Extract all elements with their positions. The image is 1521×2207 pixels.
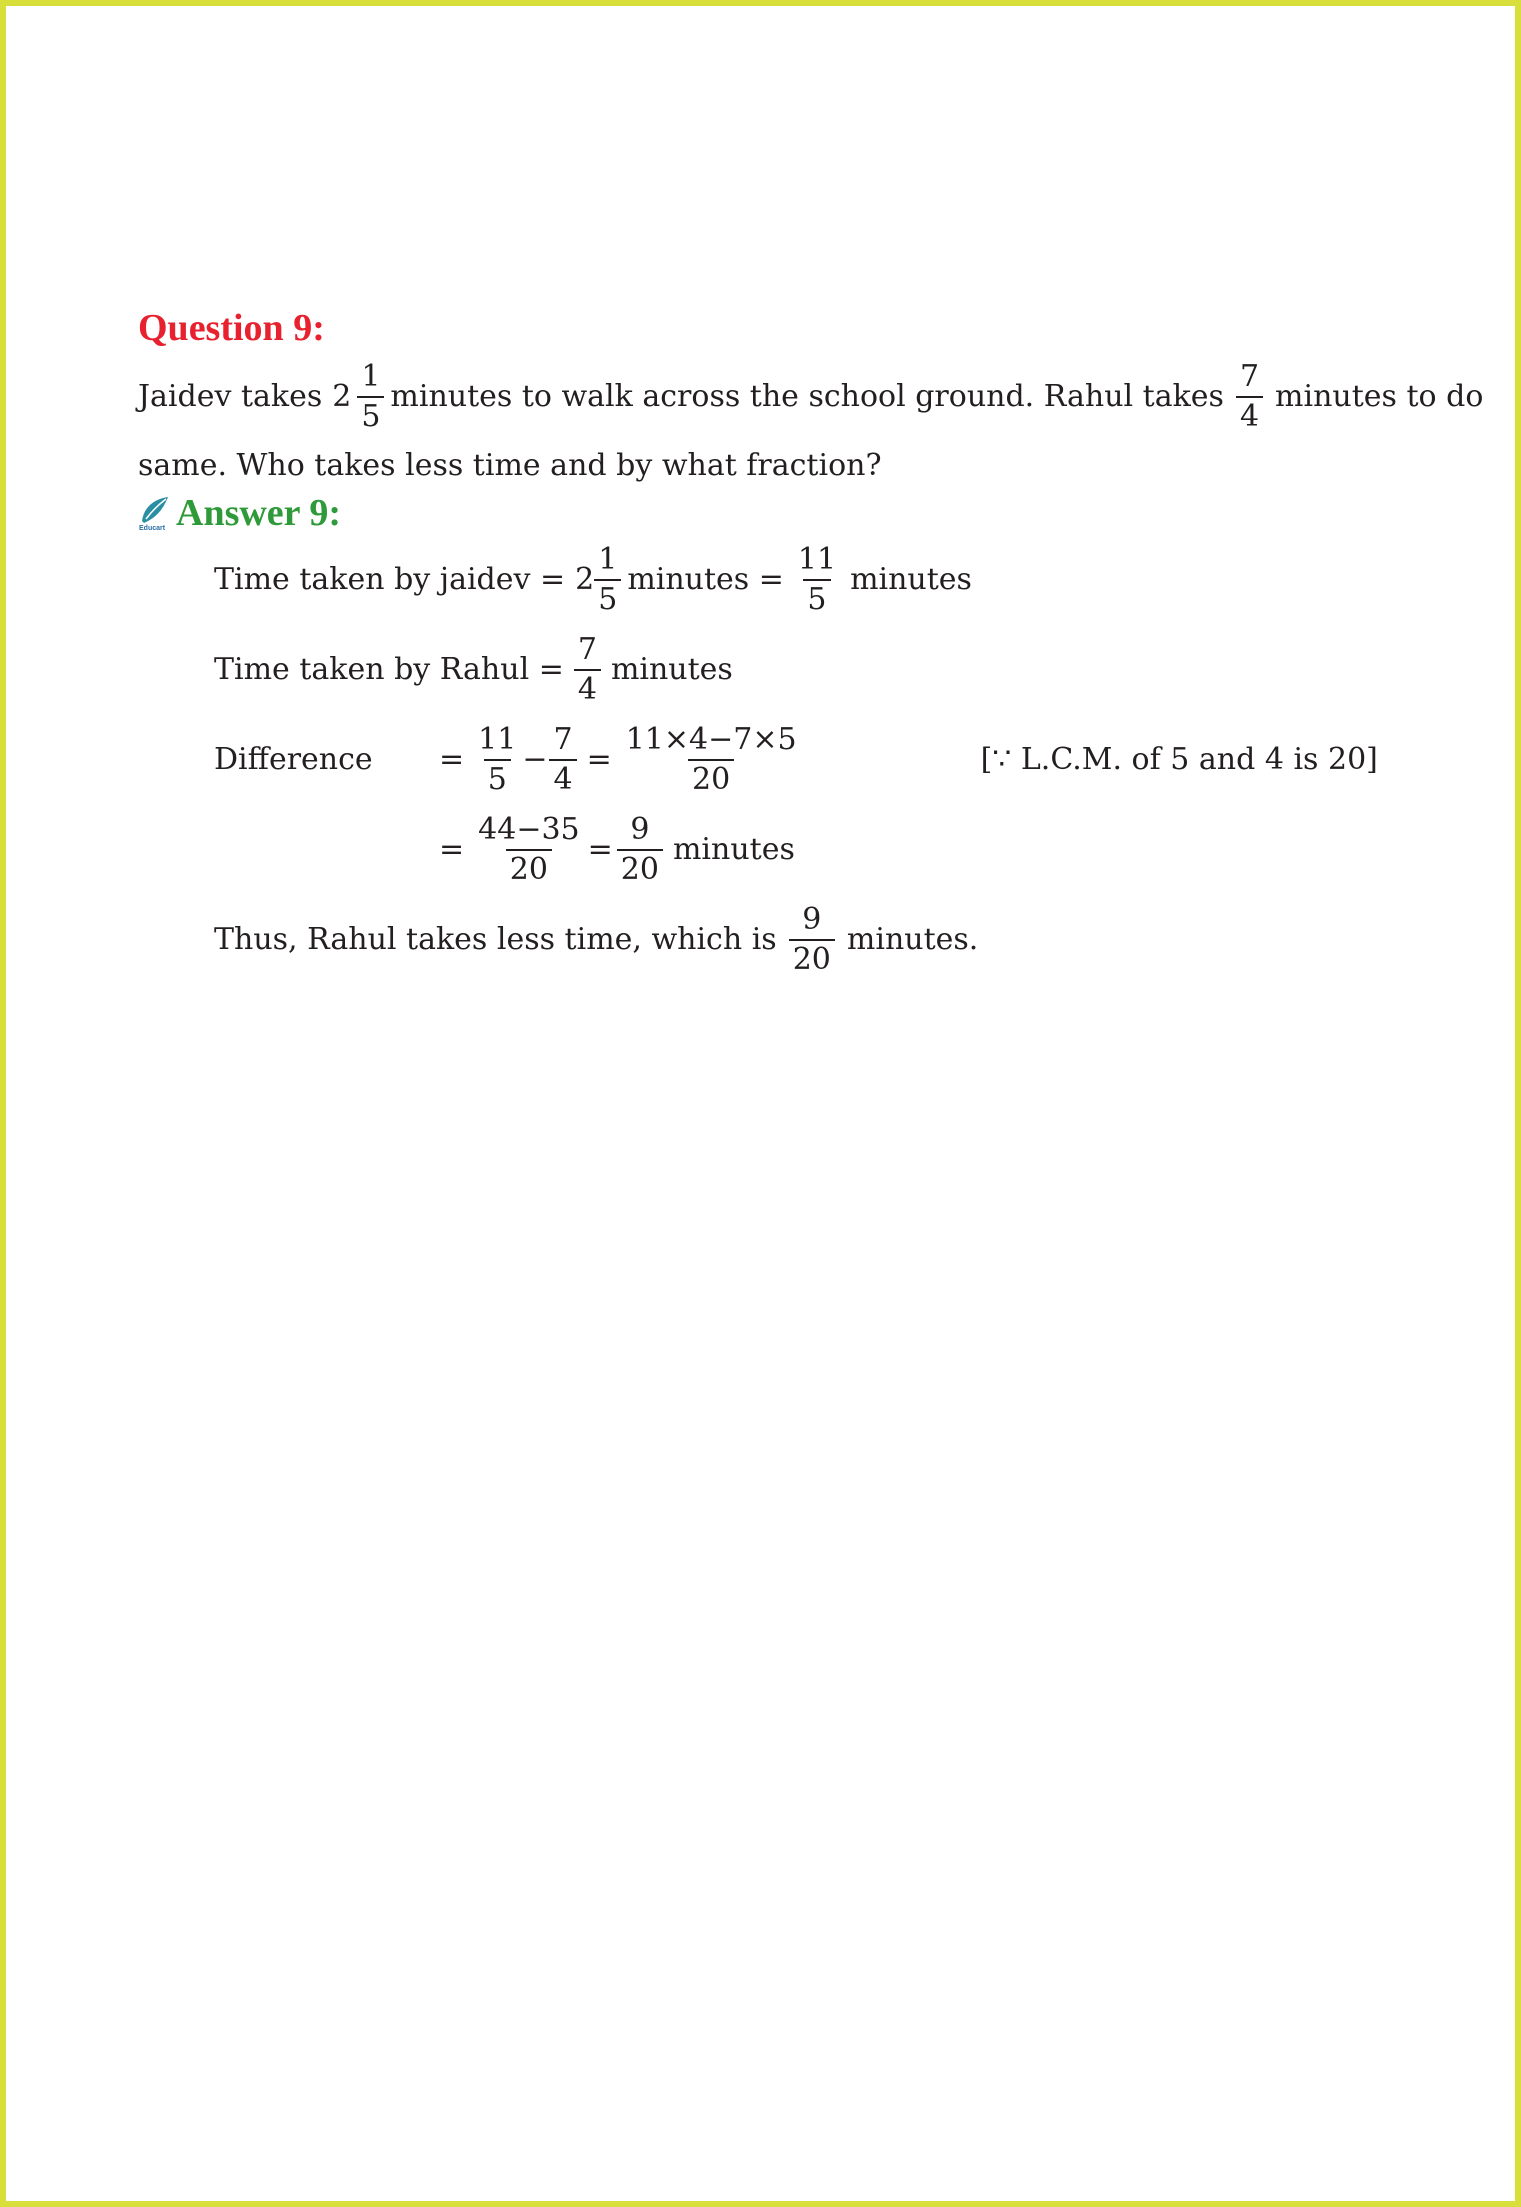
answer-heading-row bbox=[138, 491, 341, 535]
question-text-c: minutes to do bbox=[1275, 378, 1484, 414]
question-heading: Question 9: bbox=[138, 307, 325, 349]
jaidev-line: Time taken by jaidev = 2 $\frac{1}{5}$ minutes = $\frac{11}{5}$ minutes bbox=[214, 542, 972, 617]
conclusion-line: Thus, Rahul takes less time, which is $\frac{9}{20}$ minutes. bbox=[214, 902, 979, 977]
fraction: $\frac{11\times 4-7\times 5}{20}$ bbox=[625, 722, 797, 797]
difference-line: Difference = $\frac{11}{5}$ − $\frac{7}{4}$ = $\frac{11\times 4-7\times 5}{20}$ [∵ L.C.M. of 5 and 4 is 20] bbox=[214, 722, 1378, 797]
fraction: $\frac{1}{5}$ bbox=[594, 544, 621, 615]
fraction-rahul: $\frac{7}{4}$ bbox=[1236, 361, 1263, 432]
mixed-whole: 2 bbox=[332, 378, 352, 414]
fraction: $\frac{7}{4}$ bbox=[574, 634, 601, 705]
question-line-2: same. Who takes less time and by what fraction? bbox=[138, 448, 882, 483]
question-text-a: Jaidev takes bbox=[138, 378, 323, 414]
fraction: $\frac{9}{20}$ bbox=[617, 814, 663, 885]
question-text-b: minutes to walk across the school ground. Rahul takes bbox=[390, 378, 1224, 414]
fraction: $\frac{44-35}{20}$ bbox=[478, 812, 580, 887]
question-line-1 bbox=[138, 361, 1483, 432]
answer-heading: Answer 9: bbox=[176, 492, 342, 534]
fraction: $\frac{9}{20}$ bbox=[789, 904, 835, 975]
svg-text:Educart: Educart bbox=[139, 525, 166, 531]
rahul-line: Time taken by Rahul = $\frac{7}{4}$ minutes bbox=[214, 632, 733, 707]
fraction: $\frac{11}{5}$ bbox=[797, 542, 837, 617]
step2-line: = $\frac{44-35}{20}$ = $\frac{9}{20}$ minutes bbox=[439, 812, 795, 887]
lcm-note: [∵ L.C.M. of 5 and 4 is 20] bbox=[980, 741, 1378, 777]
fraction: $\frac{7}{4}$ bbox=[549, 724, 576, 795]
fraction: $\frac{11}{5}$ bbox=[478, 722, 517, 797]
fraction-jaidev: $\frac{1}{5}$ bbox=[357, 361, 384, 432]
educart-logo-icon bbox=[138, 495, 172, 531]
